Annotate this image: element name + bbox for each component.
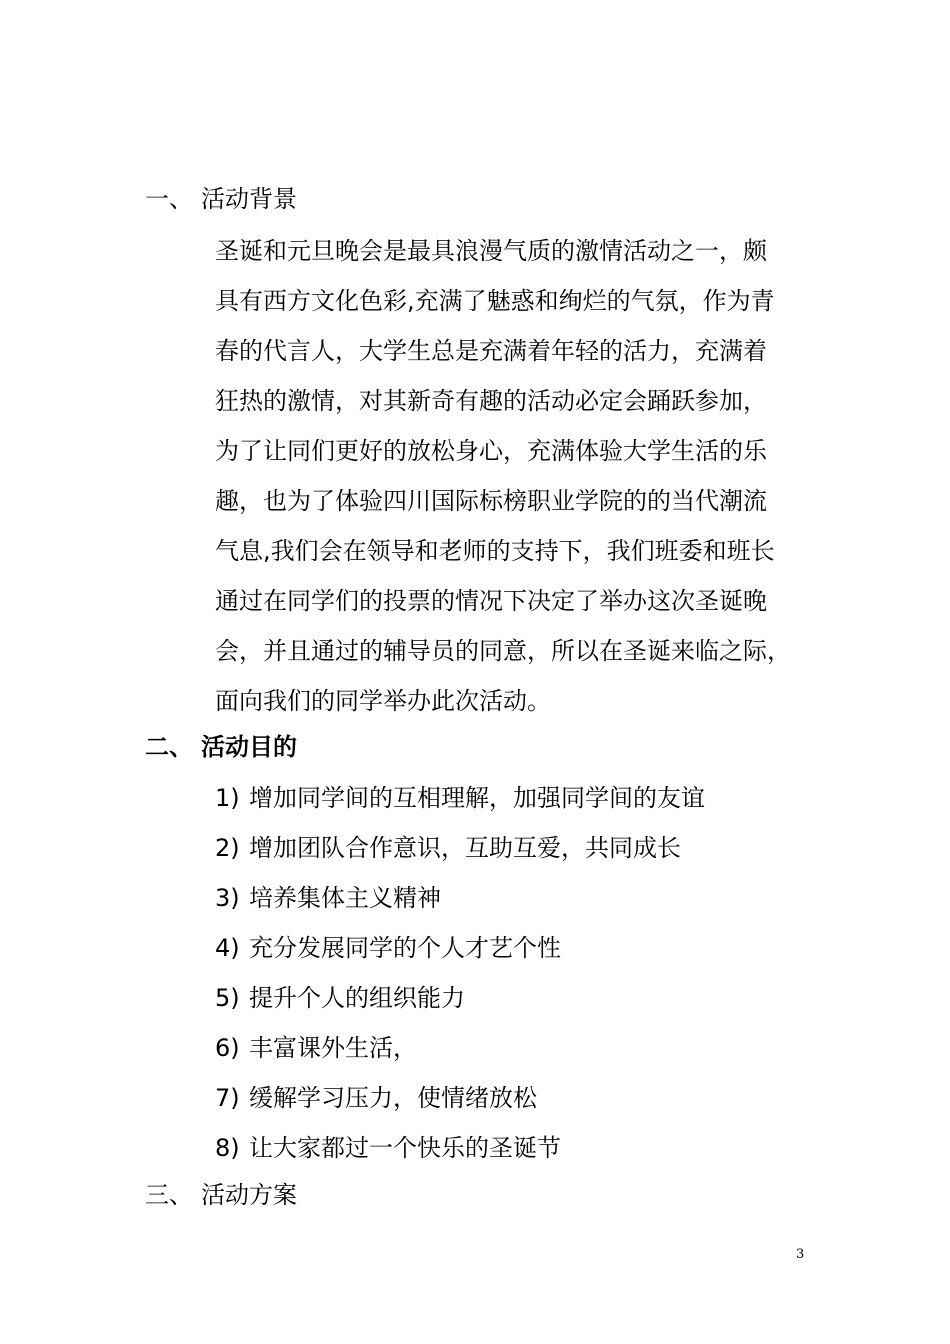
list-item-text: 提升个人的组织能力 (249, 984, 465, 1012)
list-marker: 5) (215, 984, 240, 1012)
list-item (215, 773, 815, 823)
list-marker: 2) (215, 834, 240, 862)
section-number: 二、 (145, 733, 193, 761)
list-item-text: 增加同学间的互相理解，加强同学间的友谊 (249, 784, 705, 812)
list-item-text: 培养集体主义精神 (249, 884, 441, 912)
paragraph-line: 趣，也为了体验四川国际标榜职业学院的的当代潮流 (215, 487, 767, 515)
list-marker: 7) (215, 1084, 240, 1112)
list-item (215, 923, 815, 973)
paragraph-line: 圣诞和元旦晚会是最具浪漫气质的激情活动之一，颇 (215, 237, 767, 265)
paragraph-line: 狂热的激情，对其新奇有趣的活动必定会踊跃参加， (215, 387, 767, 415)
section-number: 一、 (145, 185, 193, 213)
paragraph-line: 春的代言人，大学生总是充满着年轻的活力，充满着 (215, 337, 767, 365)
list-marker: 8) (215, 1134, 240, 1162)
section-title: 活动方案 (201, 1181, 297, 1209)
paragraph-line: 气息,我们会在领导和老师的支持下，我们班委和班长 (215, 537, 775, 565)
list-item (215, 1123, 815, 1173)
list-marker: 6) (215, 1034, 240, 1062)
list-item-text: 缓解学习压力，使情绪放松 (249, 1084, 537, 1112)
list-item (215, 973, 815, 1023)
list-item-text: 让大家都过一个快乐的圣诞节 (249, 1134, 561, 1162)
list-marker: 1) (215, 784, 240, 812)
list-item (215, 1023, 815, 1073)
list-marker: 4) (215, 934, 240, 962)
list-item (215, 873, 815, 923)
list-item (215, 1073, 815, 1123)
list-marker: 3) (215, 884, 240, 912)
list-item-text: 丰富课外生活， (249, 1034, 417, 1062)
paragraph-line: 会，并且通过的辅导员的同意，所以在圣诞来临之际， (215, 637, 791, 665)
section-title: 活动目的 (201, 733, 297, 761)
section-number: 三、 (145, 1181, 193, 1209)
paragraph-line: 具有西方文化色彩,充满了魅惑和绚烂的气氛，作为青 (215, 287, 775, 315)
background-paragraph (215, 226, 815, 726)
section-title: 活动背景 (201, 185, 297, 213)
section-heading-background (145, 183, 297, 215)
list-item-text: 充分发展同学的个人才艺个性 (249, 934, 561, 962)
list-item (215, 823, 815, 873)
paragraph-line: 为了让同们更好的放松身心，充满体验大学生活的乐 (215, 437, 767, 465)
page-number: 3 (796, 1247, 805, 1262)
paragraph-line: 通过在同学们的投票的情况下决定了举办这次圣诞晚 (215, 587, 767, 615)
section-heading-goals (145, 731, 297, 763)
section-heading-plan (145, 1179, 297, 1211)
goals-list (215, 773, 815, 1173)
list-item-text: 增加团队合作意识，互助互爱，共同成长 (249, 834, 681, 862)
paragraph-line: 面向我们的同学举办此次活动。 (215, 687, 551, 715)
